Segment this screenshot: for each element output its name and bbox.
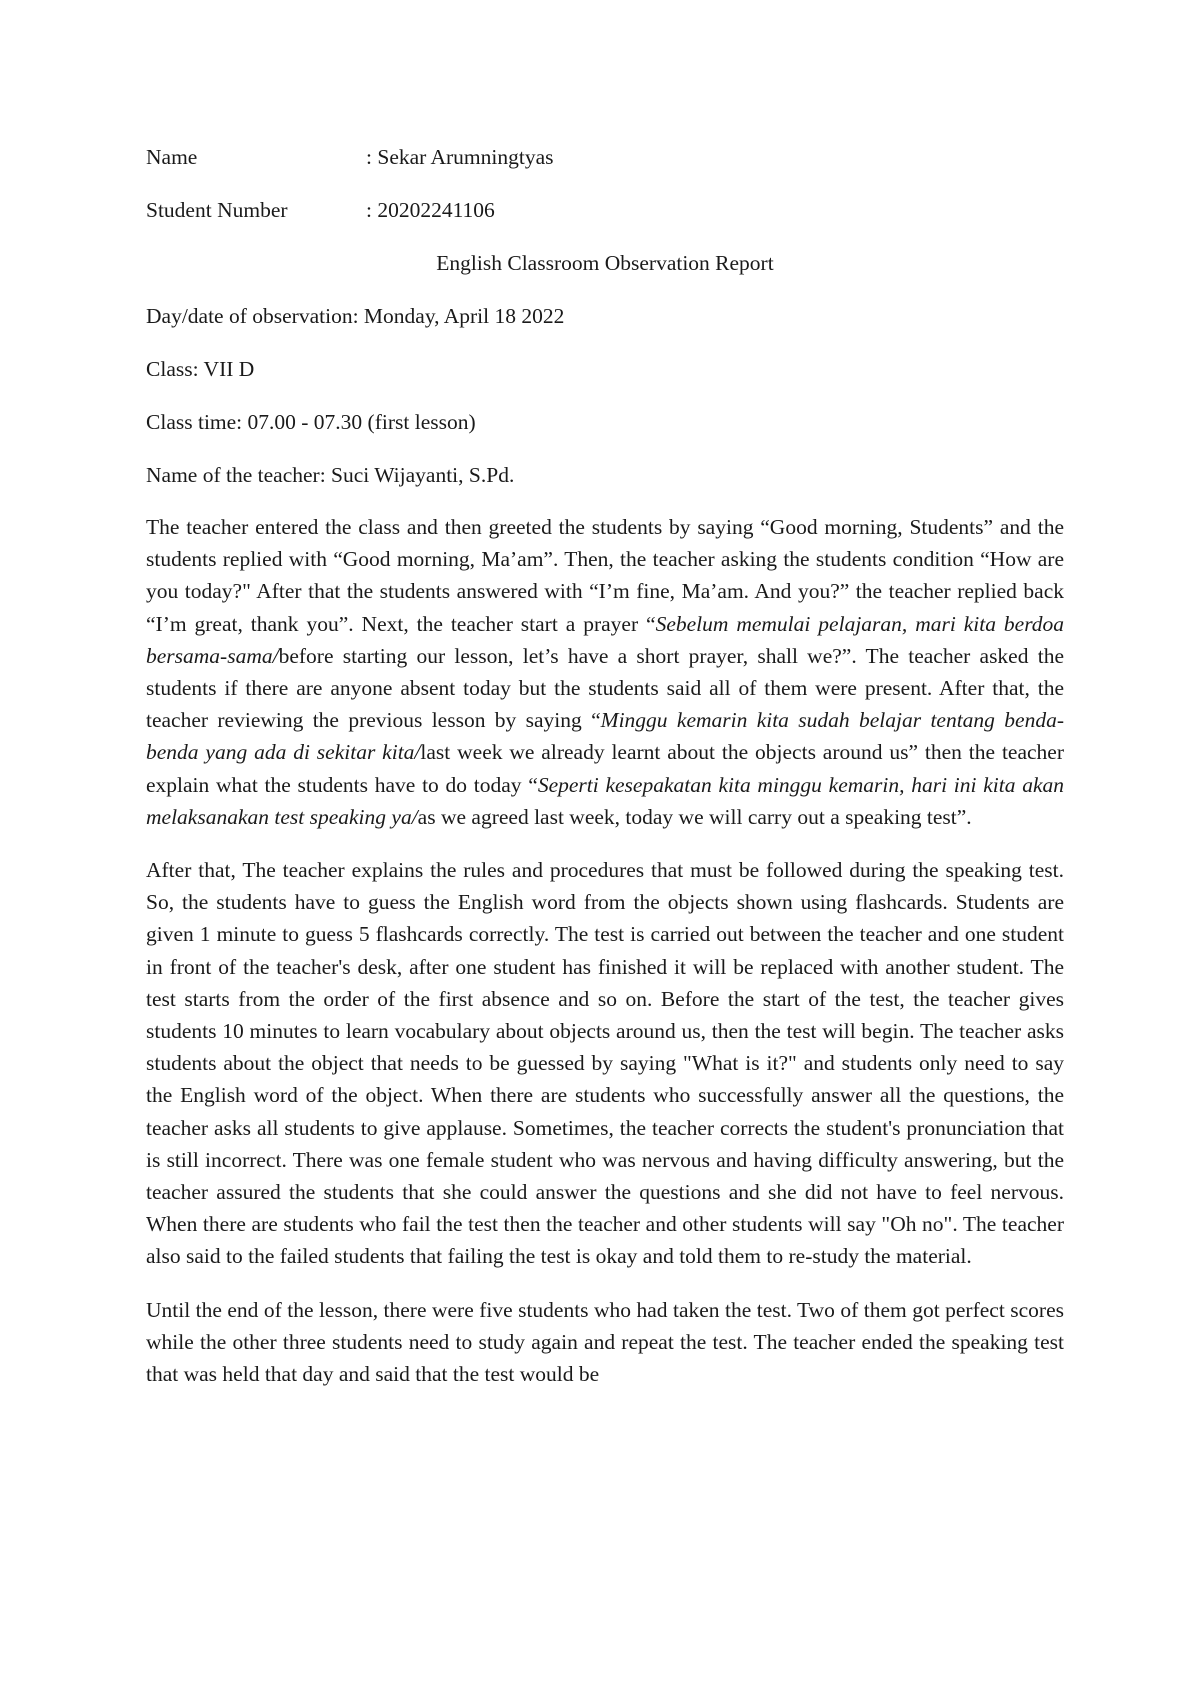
report-title: English Classroom Observation Report: [436, 251, 774, 275]
student-number-row: [146, 197, 1064, 223]
name-row: [146, 144, 1064, 170]
class-time: Class time: 07.00 - 07.30 (first lesson): [146, 410, 476, 434]
student-number-separator: :: [366, 198, 378, 222]
quote-test-indonesian: Seperti kesepakatan kita minggu kemarin, hari ini kita akan melaksanakan test speaking ya/: [146, 772, 1065, 829]
name-value: Sekar Arumningtyas: [377, 145, 554, 169]
paragraph-test-procedure: After that, The teacher explains the rules and procedures that must be followed during the speaking test. So, the students have to guess the English word from the objects shown using flashcards. Students are given 1 minute to guess 5 flashcards correctly. The test is carried out between the teacher and one student in front of the teacher's desk, after one student has finished it will be replaced with another student. The test starts from the order of the first absence and so on. Before the start of the test, the teacher gives students 10 minutes to learn vocabulary about objects around us, then the test will begin. The teacher asks students about the object that needs to be guessed by saying "What is it?" and students only need to say the English word of the object. When there are students who successfully answer all the questions, the teacher asks all students to give applause. Sometimes, the teacher corrects the student's pronunciation that is still incorrect. There was one female student who was nervous and having difficulty answering, but the teacher assured the students that she could answer the questions and she did not have to feel nervous. When there are students who fail the test then the teacher and other students will say "Oh no". The teacher also said to the failed students that failing the test is okay and told them to re-study the material.: [146, 858, 1064, 1269]
paragraph-opening-part-2: before starting our lesson, let’s have a short prayer, shall we?”. The teacher asked the students if there are anyone absent today but the students said all of them were present. After that, the teacher reviewing the previous lesson by saying “: [146, 643, 1064, 733]
teacher-name: Name of the teacher: Suci Wijayanti, S.Pd.: [146, 463, 515, 487]
paragraph-opening-part-1: The teacher entered the class and then greeted the students by saying “Good morning, Students” and the students replied with “Good morning, Ma’am”. Then, the teacher asking the students condition “How are you today?" After that the students answered with “I’m fine, Ma’am. And you?” the teacher replied back “I’m great, thank you”. Next, the teacher start a prayer “: [146, 515, 1064, 636]
student-number-value: 20202241106: [377, 198, 495, 222]
paragraph-lesson-end: Until the end of the lesson, there were five students who had taken the test. Two of them got perfect scores while the other three students need to study again and repeat the test. The teacher ended the speaking test that was held that day and said that the test would be: [146, 1297, 1064, 1387]
name-separator: :: [366, 145, 378, 169]
observation-date: Day/date of observation: Monday, April 18 2022: [146, 304, 565, 328]
quote-review-indonesian: Minggu kemarin kita sudah belajar tentang benda-benda yang ada di sekitar kita/: [146, 708, 1064, 765]
student-number-label: Student Number: [146, 198, 288, 222]
document-body: [146, 144, 1064, 1411]
paragraph-opening: [146, 511, 1064, 833]
quote-prayer-indonesian: Sebelum memulai pelajaran, mari kita berdoa bersama-sama/: [146, 611, 1065, 668]
paragraph-opening-part-3: last week we already learnt about the objects around us” then the teacher explain what the students have to do today “: [146, 740, 1064, 797]
class-info: Class: VII D: [146, 357, 255, 381]
paragraph-opening-part-4: as we agreed last week, today we will carry out a speaking test”.: [417, 804, 972, 829]
name-label: Name: [146, 145, 198, 169]
